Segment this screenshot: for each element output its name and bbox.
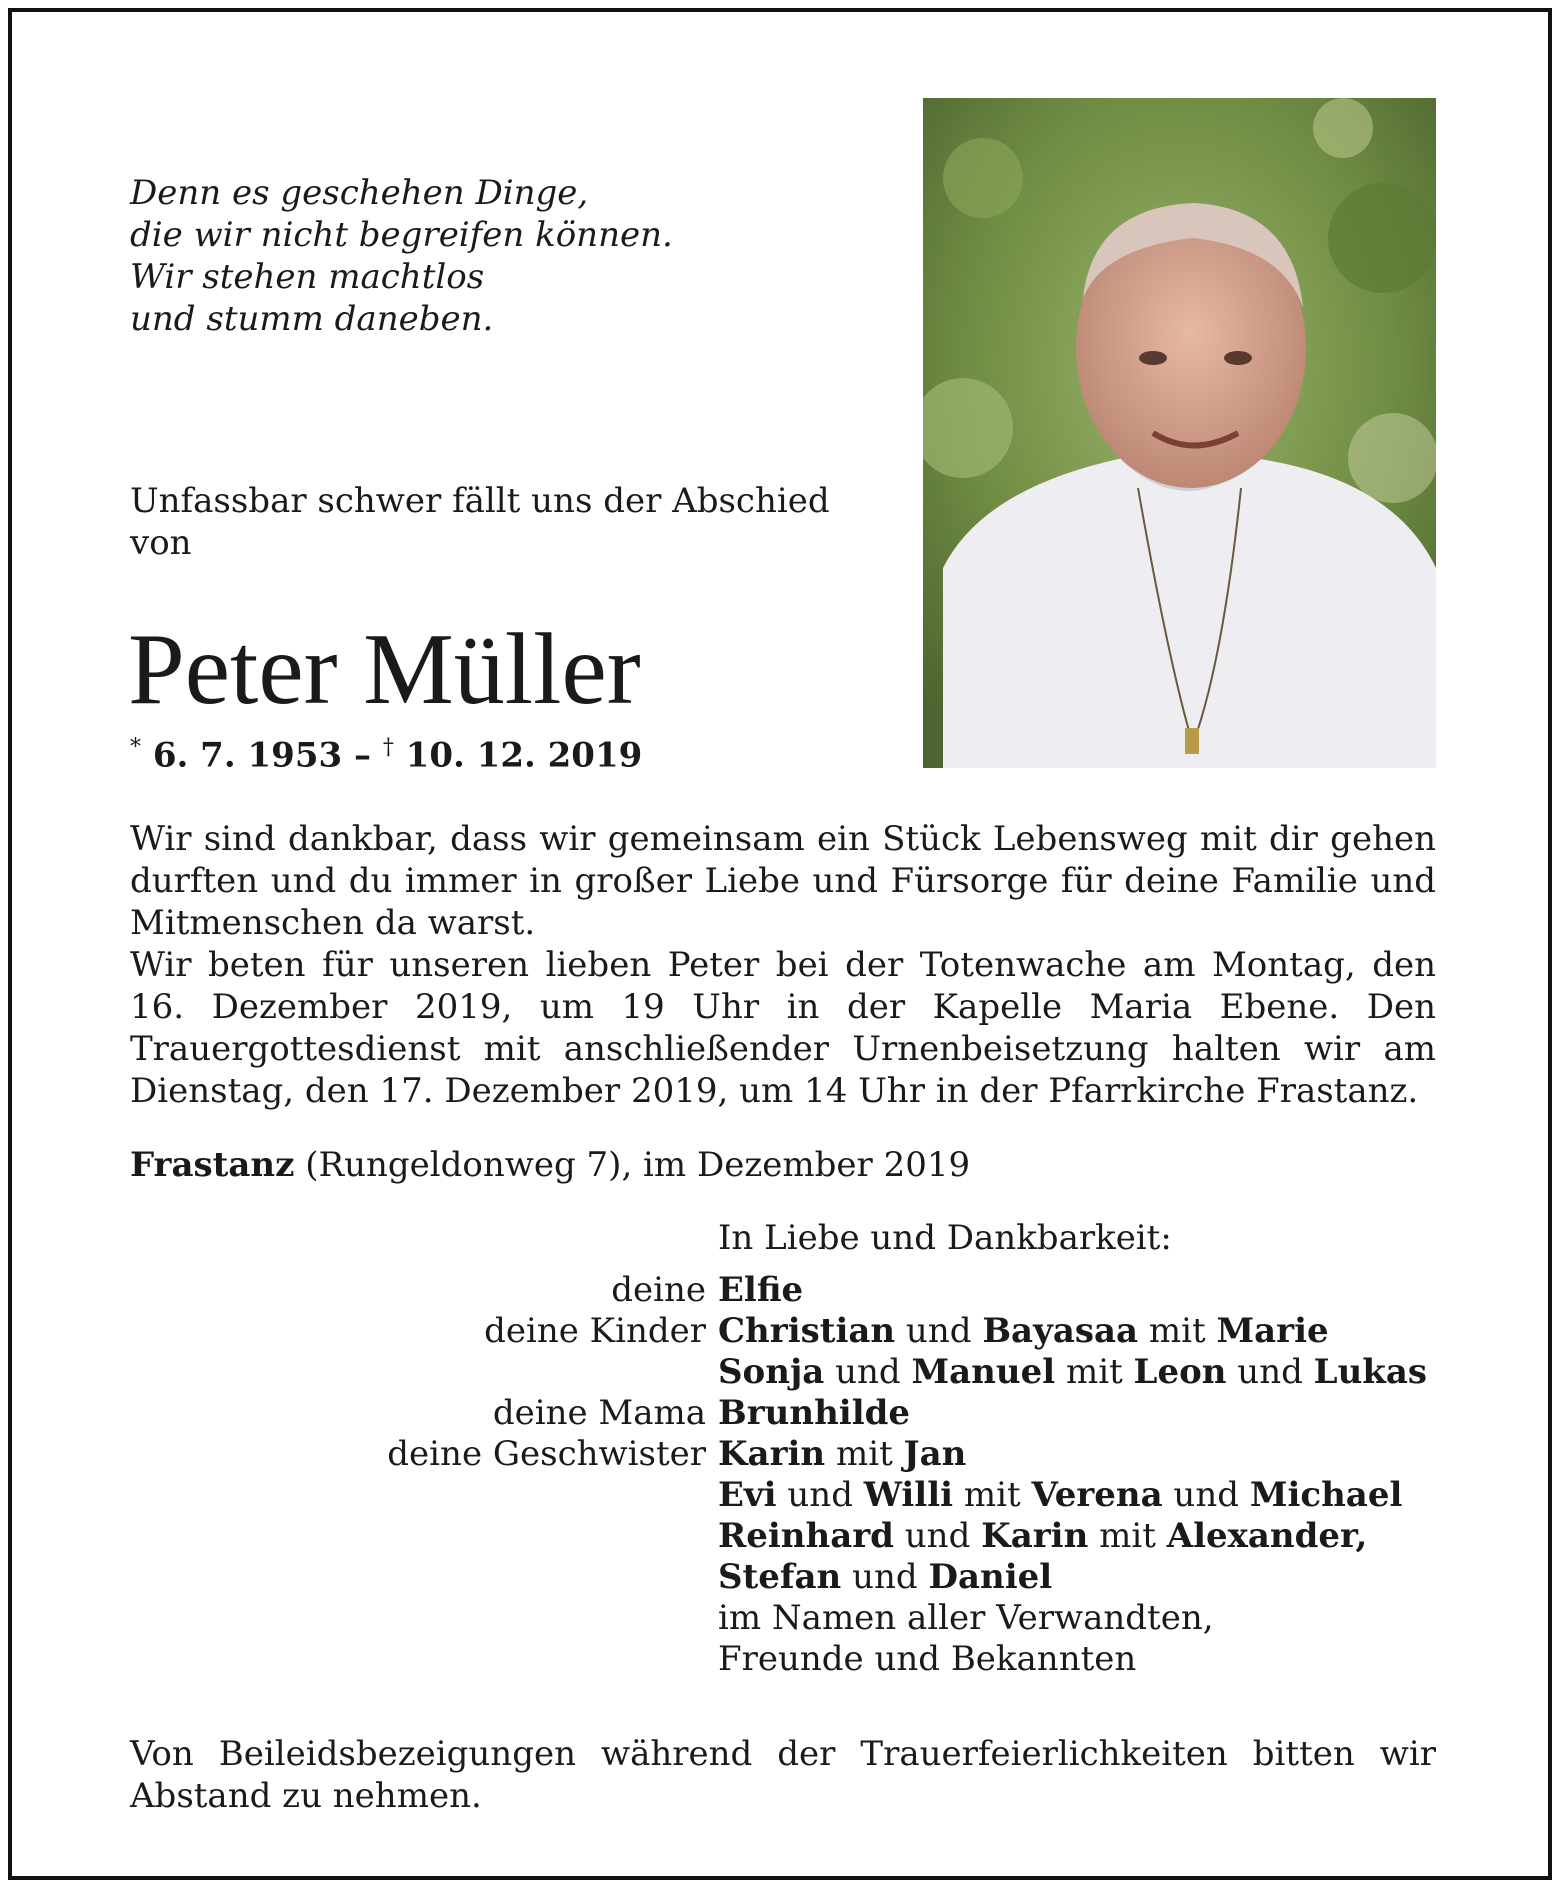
person-name: Daniel <box>928 1557 1053 1597</box>
relation-label-empty <box>300 1516 718 1557</box>
family-names <box>718 1434 966 1475</box>
connector: und <box>824 1352 912 1392</box>
person-name: Manuel <box>911 1352 1056 1392</box>
person-name: Jan <box>903 1434 967 1474</box>
connector: mit <box>953 1475 1032 1515</box>
person-name: Marie <box>1216 1311 1329 1351</box>
body-paragraph: Wir sind dankbar, dass wir gemeinsam ein Stück Lebensweg mit dir gehen durften und du immer in großer Liebe und Fürsorge für deine Familie und Mitmenschen da warst. <box>130 819 1436 943</box>
connector: mit <box>1088 1516 1167 1556</box>
family-row <box>300 1598 1440 1639</box>
person-name: Lukas <box>1313 1352 1428 1392</box>
body-paragraph: Wir beten für unseren lieben Peter bei der Totenwache am Montag, den 16. Dezember 2019, um 19 Uhr in der Kapelle Maria Ebene. Den Trauergottesdienst mit anschließender Urnenbeisetzung halten wir am Dienstag, den 17. Dezember 2019, um 14 Uhr in der Pfarrkirche Frastanz. <box>130 945 1436 1111</box>
person-name: Elfie <box>718 1270 804 1310</box>
greeting: In Liebe und Dankbarkeit: <box>718 1218 1172 1258</box>
poem <box>130 172 690 340</box>
family-names <box>718 1311 1329 1352</box>
poem-line: Wir stehen machtlos <box>130 257 485 297</box>
person-name: Brunhilde <box>718 1393 911 1433</box>
family-row <box>300 1311 1440 1352</box>
person-name: Leon <box>1133 1352 1227 1392</box>
connector: und <box>893 1516 982 1556</box>
family-row <box>300 1352 1440 1393</box>
place-rest: (Rungeldonweg 7), im Dezember 2019 <box>294 1145 971 1185</box>
person-name: Karin <box>981 1516 1089 1556</box>
person-name: Bayasaa <box>982 1311 1139 1351</box>
connector: mit <box>1055 1352 1134 1392</box>
person-name: Evi <box>718 1475 777 1515</box>
person-name: Christian <box>718 1311 896 1351</box>
person-name: Willi <box>863 1475 954 1515</box>
family-names <box>718 1516 1367 1557</box>
family-names <box>718 1475 1402 1516</box>
life-dates <box>130 735 642 775</box>
family-row <box>300 1639 1440 1680</box>
deceased-name: Peter Müller <box>128 613 641 726</box>
death-date: 10. 12. 2019 <box>405 735 643 776</box>
family-row <box>300 1516 1440 1557</box>
portrait-photo <box>923 98 1436 768</box>
connector: und <box>1162 1475 1250 1515</box>
relation-label-empty <box>300 1598 718 1639</box>
connector: und <box>1226 1352 1314 1392</box>
family-note: im Namen aller Verwandten, <box>718 1598 1214 1638</box>
relation-label: deine <box>611 1270 706 1310</box>
family-row <box>300 1434 1440 1475</box>
person-name: Stefan <box>718 1557 842 1597</box>
death-symbol: † <box>382 735 394 760</box>
family-names <box>718 1393 910 1434</box>
connector: mit <box>825 1434 904 1474</box>
birth-symbol: * <box>130 735 141 760</box>
relation-label: deine Geschwister <box>387 1434 706 1474</box>
relation-label-empty <box>300 1639 718 1680</box>
person-name: Karin <box>718 1434 826 1474</box>
connector: und <box>776 1475 864 1515</box>
poem-line: die wir nicht begreifen können. <box>130 215 673 255</box>
family-row <box>300 1393 1440 1434</box>
closing-note: Von Beileidsbezeigungen während der Trauerfeierlichkeiten bitten wir Abstand zu nehmen. <box>130 1734 1436 1816</box>
person-name: Michael <box>1249 1475 1403 1515</box>
family-row <box>300 1557 1440 1598</box>
person-name: Verena <box>1031 1475 1163 1515</box>
obituary-body <box>130 818 1436 1112</box>
place-line <box>130 1145 970 1185</box>
poem-line: und stumm daneben. <box>130 299 494 339</box>
person-name: Alexander, <box>1166 1516 1368 1556</box>
family-names <box>718 1557 1052 1598</box>
relation-label: deine Mama <box>492 1393 706 1433</box>
birth-date: 6. 7. 1953 <box>152 735 343 776</box>
person-name: Sonja <box>718 1352 825 1392</box>
family-names <box>718 1352 1427 1393</box>
family-row <box>300 1475 1440 1516</box>
person-name: Reinhard <box>718 1516 894 1556</box>
family-row <box>300 1270 1440 1311</box>
family-names <box>718 1270 803 1311</box>
relation-label: deine Kinder <box>484 1311 706 1351</box>
connector: und <box>841 1557 929 1597</box>
connector: und <box>895 1311 983 1351</box>
poem-line: Denn es geschehen Dinge, <box>130 173 589 213</box>
place-town: Frastanz <box>130 1145 295 1185</box>
relation-label-empty <box>300 1352 718 1393</box>
family-note: Freunde und Bekannten <box>718 1639 1137 1679</box>
connector: mit <box>1138 1311 1217 1351</box>
relation-label-empty <box>300 1557 718 1598</box>
date-dash: – <box>353 735 383 776</box>
relation-label-empty <box>300 1475 718 1516</box>
intro-text: Unfassbar schwer fällt uns der Abschied von <box>130 481 830 563</box>
family-list <box>300 1270 1440 1680</box>
